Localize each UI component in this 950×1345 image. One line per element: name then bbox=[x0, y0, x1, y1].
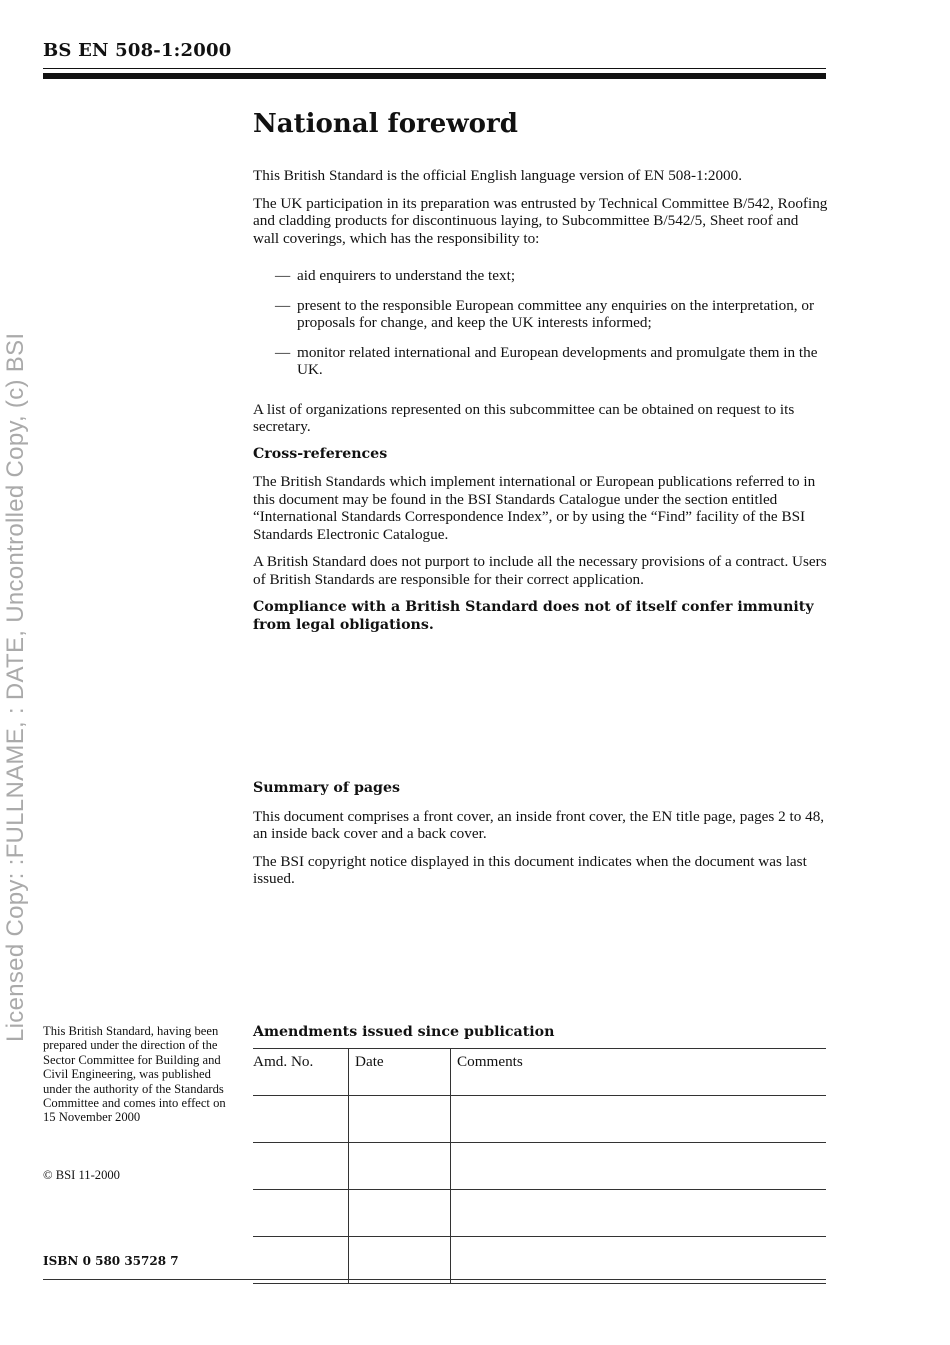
summary-heading: Summary of pages bbox=[253, 780, 400, 796]
foreword-paragraph-2: The UK participation in its preparation was entrusted by Technical Committee B/542, Roofing and cladding products for discontinuous laying, to Subcommittee B/542/5, Sheet roof and wall coverings, which has the responsibility to: bbox=[253, 194, 828, 247]
header-rule-thin bbox=[43, 68, 826, 69]
foreword-paragraph-5: A British Standard does not purport to include all the necessary provisions of a contract. Users of British Standards are responsible for their correct application. bbox=[253, 553, 827, 588]
table-row bbox=[253, 1190, 826, 1237]
amendments-title: Amendments issued since publication bbox=[253, 1024, 555, 1040]
list-item: — aid enquirers to understand the text; bbox=[275, 267, 516, 284]
publication-note: This British Standard, having been prepared under the direction of the Sector Committee for Building and Civil Engineering, was published under the authority of the Standards Committee and comes into effect on 15 November 2000 bbox=[43, 1024, 226, 1125]
responsibility-list bbox=[253, 267, 828, 379]
table-row bbox=[253, 1237, 826, 1284]
dash-marker: — bbox=[275, 296, 291, 314]
column-header-comments: Comments bbox=[451, 1049, 827, 1096]
national-foreword bbox=[253, 107, 828, 644]
column-header-date: Date bbox=[349, 1049, 451, 1096]
page-title: National foreword bbox=[253, 109, 518, 139]
foreword-paragraph-3: A list of organizations represented on this subcommittee can be obtained on request to its secretary. bbox=[253, 400, 795, 435]
foreword-paragraph-4: The British Standards which implement international or European publications referred to in this document may be found in the BSI Standards Catalogue under the section entitled “International Standards Correspondence Index”, or by using the “Find” facility of the BSI Standards Electronic Catalogue. bbox=[253, 473, 816, 543]
dash-marker: — bbox=[275, 267, 291, 284]
table-header-row bbox=[253, 1049, 826, 1096]
dash-marker: — bbox=[275, 343, 291, 361]
column-header-amd-no: Amd. No. bbox=[253, 1049, 349, 1096]
amendments-table bbox=[253, 1048, 826, 1284]
summary-paragraph-1: This document comprises a front cover, an inside front cover, the EN title page, pages 2 to 48, an inside back cover and a back cover. bbox=[253, 807, 825, 842]
header-rule-thick bbox=[43, 73, 826, 79]
table-row bbox=[253, 1096, 826, 1143]
isbn: ISBN 0 580 35728 7 bbox=[43, 1254, 179, 1268]
summary-of-pages bbox=[253, 780, 828, 898]
list-item: — monitor related international and European developments and promulgate them in the UK. bbox=[275, 343, 818, 378]
table-row bbox=[253, 1143, 826, 1190]
foreword-paragraph-1: This British Standard is the official English language version of EN 508-1:2000. bbox=[253, 167, 743, 184]
copyright-notice: © BSI 11-2000 bbox=[43, 1168, 120, 1182]
document-code: BS EN 508-1:2000 bbox=[43, 40, 232, 61]
summary-paragraph-2: The BSI copyright notice displayed in this document indicates when the document was last issued. bbox=[253, 852, 807, 887]
list-item: — present to the responsible European committee any enquiries on the interpretation, or proposals for change, and keep the UK interests informed; bbox=[275, 296, 815, 331]
cross-references-heading: Cross-references bbox=[253, 445, 388, 462]
compliance-statement: Compliance with a British Standard does not of itself confer immunity from legal obligations. bbox=[253, 599, 814, 633]
license-watermark: Licensed Copy: :FULLNAME, : DATE, Uncontrolled Copy, (c) BSI bbox=[2, 332, 29, 1042]
